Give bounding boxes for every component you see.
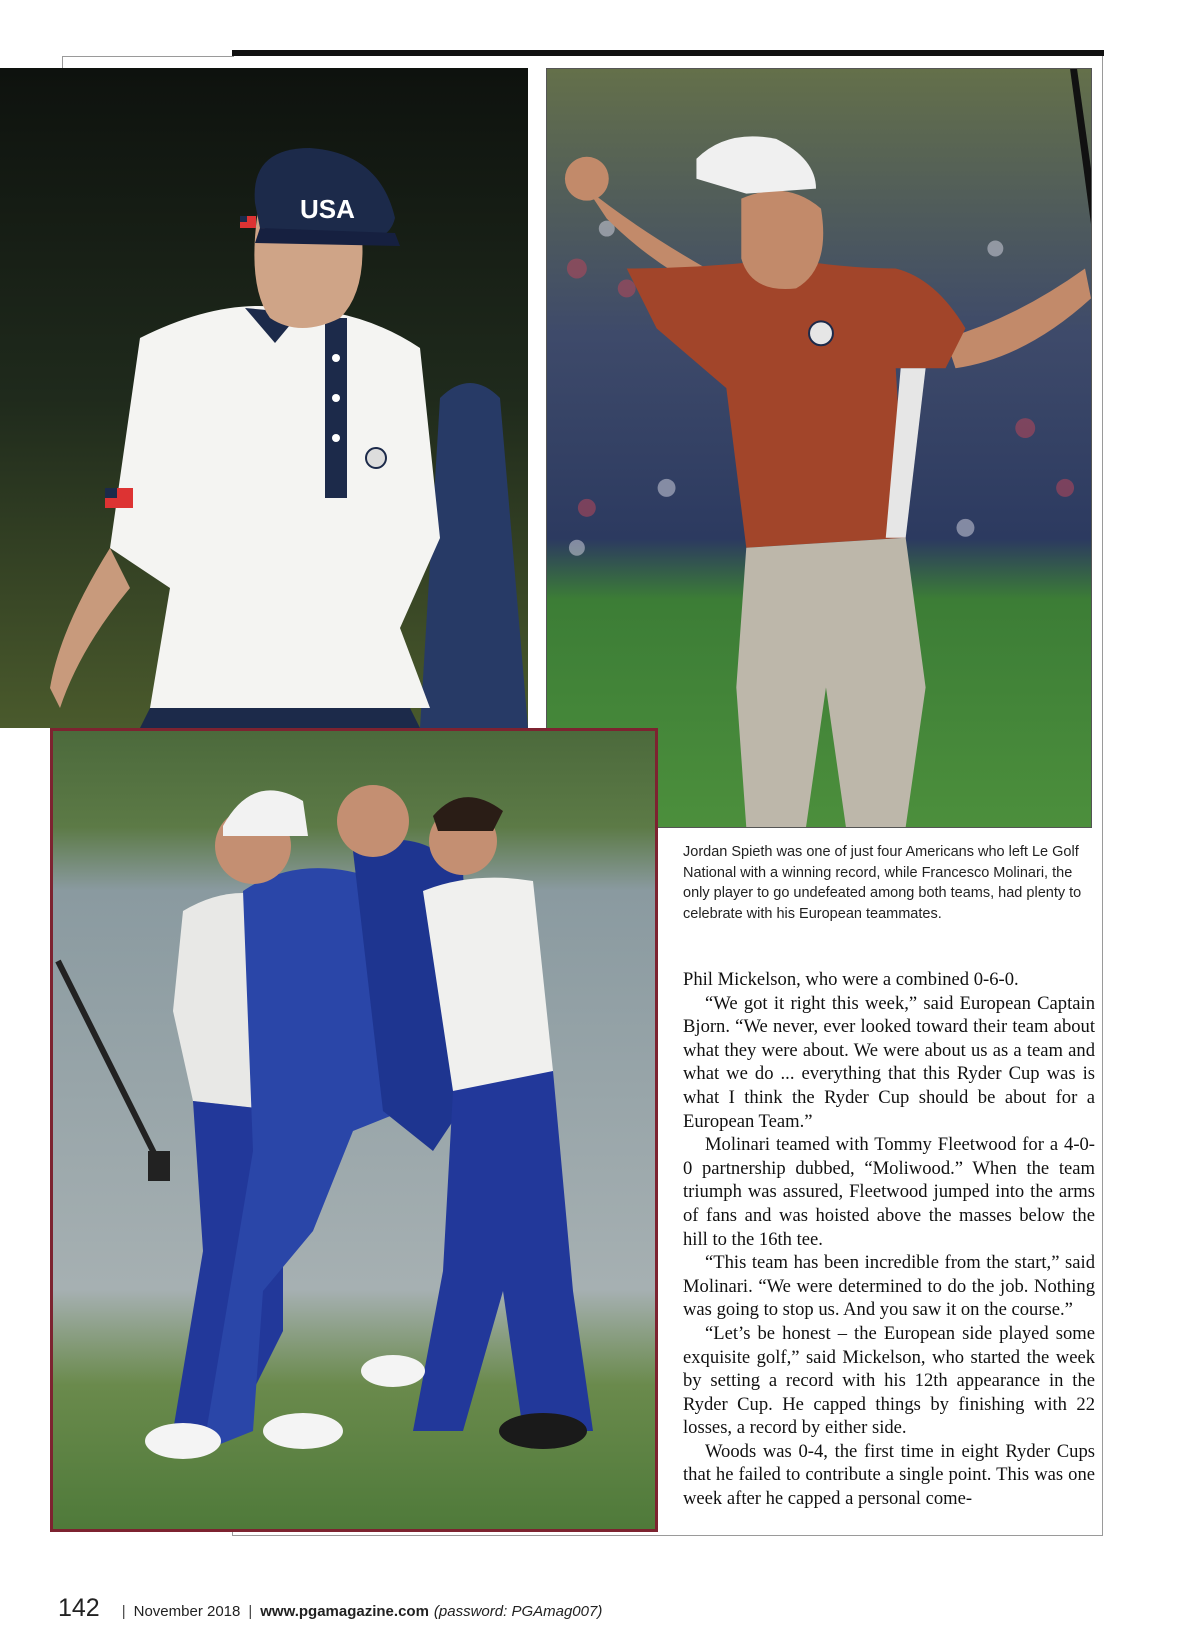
photo-francesco-molinari	[546, 68, 1092, 828]
footer-separator: |	[248, 1603, 253, 1620]
photo-european-team-celebration	[50, 728, 658, 1532]
frame-line-left	[62, 56, 63, 68]
website-link[interactable]: www.pgamagazine.com	[260, 1603, 429, 1620]
article-paragraph: “This team has been incredible from the start,” said Molinari. “We were determined to do the job. Nothing was going to stop us. And you saw it on the course.”	[683, 1252, 1095, 1321]
usa-cap-logo: USA	[300, 194, 355, 224]
article-paragraph: Molinari teamed with Tommy Fleetwood for a 4-0-0 partnership dubbed, “Moliwood.” When the team triumph was assured, Fleetwood jumped into the arms of fans and was hoisted above the masses below the hill to the 16th tee.	[683, 1134, 1095, 1250]
frame-line-bottom	[232, 1535, 1103, 1536]
password-note: (password: PGAmag007)	[433, 1603, 603, 1620]
top-rule	[232, 50, 1104, 56]
article-paragraph: Woods was 0-4, the first time in eight Ryder Cups that he failed to contribute a single point. This was one week after he capped a personal come-	[683, 1440, 1095, 1510]
frame-line-inner	[232, 1532, 233, 1536]
frame-line-right	[1102, 56, 1103, 1536]
page-number: 142	[58, 1594, 100, 1622]
footer-separator: |	[121, 1603, 126, 1620]
article-paragraph: Phil Mickelson, who were a combined 0-6-0.	[683, 969, 1019, 990]
page-footer	[58, 1594, 602, 1624]
photo-caption: Jordan Spieth was one of just four Americans who left Le Golf National with a winning record, while Francesco Molinari, the only player to go undefeated among both teams, had plenty to celebrate with his European teammates.	[683, 844, 1082, 922]
article-paragraph: “Let’s be honest – the European side played some exquisite golf,” said Mickelson, who started the week by setting a record with his 12th appearance in the Ryder Cup. He capped things by finishing with 22 losses, a record by either side.	[683, 1322, 1095, 1439]
frame-line-top	[62, 56, 234, 57]
article-body	[683, 968, 1095, 1511]
photo-jordan-spieth	[0, 68, 528, 728]
issue-date: November 2018	[133, 1603, 241, 1620]
article-paragraph: “We got it right this week,” said European Captain Bjorn. “We never, ever looked toward their team about what they were about. We were about us as a team and what we do ... everything that this Ryder Cup was is what I think the Ryder Cup should be about for a European Team.”	[683, 992, 1095, 1132]
